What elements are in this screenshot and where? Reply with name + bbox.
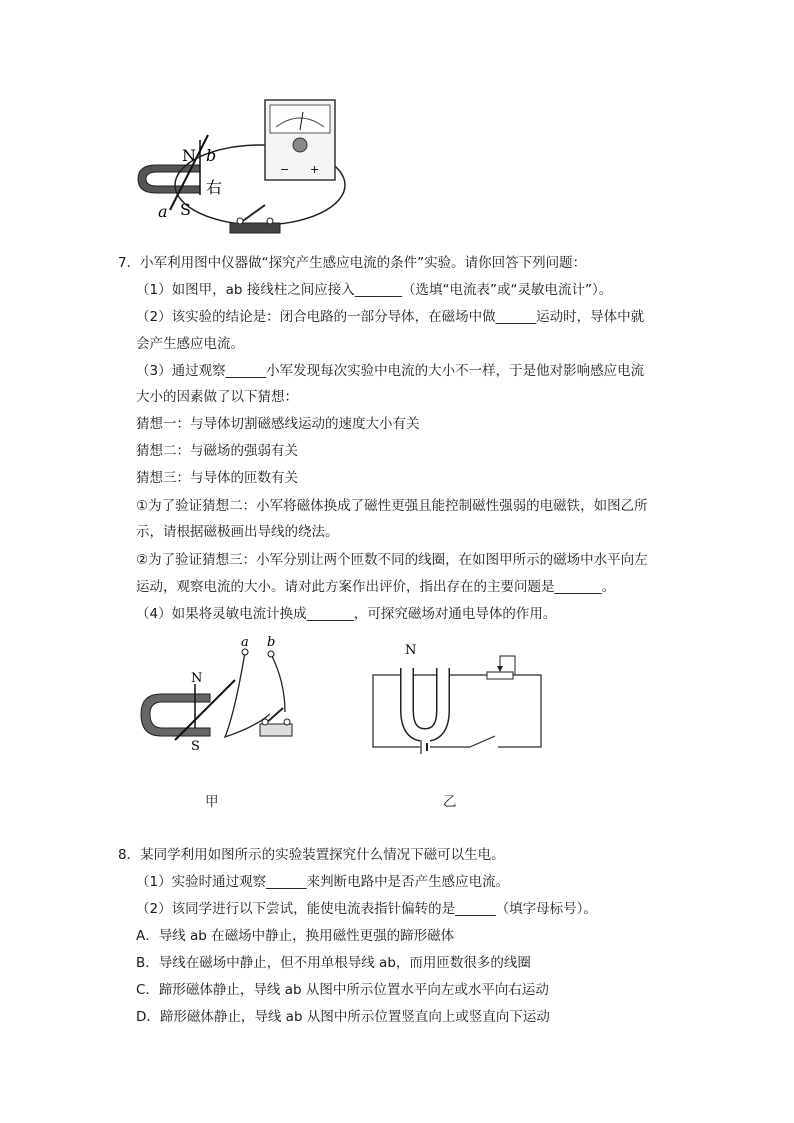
caption-yi: 乙 — [443, 794, 457, 810]
terminal-b — [268, 651, 274, 657]
q7-part1: （1）如图甲，ab 接线柱之间应接入_______（选填“电流表”或“灵敏电流计”）。 — [136, 282, 613, 298]
figure-jia — [135, 632, 305, 762]
rheostat — [487, 656, 515, 679]
q7-sub1-line2: 示，请根据磁极画出导线的绕法。 — [136, 524, 339, 540]
label-n-yi: N — [405, 643, 417, 658]
u-shaped-electromagnet — [407, 668, 443, 735]
q8-option-c: C．蹄形磁体静止，导线 ab 从图中所示位置水平向左或水平向右运动 — [136, 982, 549, 998]
q7-part3-line1: （3）通过观察______小军发现每次实验中电流的大小不一样，于是他对影响感应电流 — [136, 363, 645, 379]
label-s-top: S — [180, 200, 191, 219]
q7-sub2-line2: 运动，观察电流的大小。请对此方案作出评价，指出存在的主要问题是_______。 — [136, 579, 616, 595]
switch-yi — [470, 736, 498, 752]
svg-text:+: + — [310, 163, 320, 176]
q8-stem: 8．某同学利用如图所示的实验装置探究什么情况下磁可以生电。 — [118, 847, 505, 863]
q8-part1: （1）实验时通过观察______来判断电路中是否产生感应电流。 — [136, 874, 510, 890]
circuit-frame — [373, 675, 541, 747]
switch-jia — [260, 708, 292, 736]
q8-option-a: A．导线 ab 在磁场中静止，换用磁性更强的蹄形磁体 — [136, 928, 455, 944]
label-s-jia: S — [191, 739, 200, 754]
q7-sub1-line1: ①为了验证猜想二：小军将磁体换成了磁性更强且能控制磁性强弱的电磁铁，如图乙所 — [136, 498, 648, 514]
q7-part3-line2: 大小的因素做了以下猜想： — [136, 389, 298, 405]
label-b-jia: b — [267, 635, 276, 650]
label-n-jia: N — [191, 671, 203, 686]
switch-top — [230, 205, 280, 233]
label-right-top: 右 — [206, 178, 223, 197]
q7-part2-line2: 会产生感应电流。 — [136, 336, 244, 352]
q7-part2-line1: （2）该实验的结论是：闭合电路的一部分导体，在磁场中做______运动时，导体中就 — [136, 309, 645, 325]
battery — [420, 740, 430, 754]
top-figure — [130, 95, 350, 245]
q7-guess3: 猜想三：与导体的匝数有关 — [136, 470, 298, 486]
q8-option-d: D．蹄形磁体静止，导线 ab 从图中所示位置竖直向上或竖直向下运动 — [136, 1009, 550, 1025]
label-a-jia: a — [241, 635, 249, 650]
caption-jia: 甲 — [205, 794, 219, 810]
q8-option-b: B．导线在磁场中静止，但不用单根导线 ab，而用匝数很多的线圈 — [136, 955, 531, 971]
q7-sub2-line1: ②为了验证猜想三：小军分别让两个匝数不同的线圈，在如图甲所示的磁场中水平向左 — [136, 552, 648, 568]
q7-guess1: 猜想一：与导体切割磁感线运动的速度大小有关 — [136, 416, 420, 432]
q7-stem: 7．小军利用图中仪器做“探究产生感应电流的条件”实验。请你回答下列问题： — [118, 255, 587, 271]
q8-part2: （2）该同学进行以下尝试，能使电流表指针偏转的是______（填字母标号）。 — [136, 901, 597, 917]
figure-yi — [365, 640, 550, 760]
ammeter — [265, 100, 335, 180]
q7-part4: （4）如果将灵敏电流计换成_______，可探究磁场对通电导体的作用。 — [136, 606, 557, 622]
q7-guess2: 猜想二：与磁场的强弱有关 — [136, 443, 298, 459]
label-n-top: N — [182, 146, 196, 165]
label-b-top: b — [206, 146, 217, 165]
svg-text:−: − — [280, 163, 290, 176]
label-a-top: a — [158, 202, 168, 221]
